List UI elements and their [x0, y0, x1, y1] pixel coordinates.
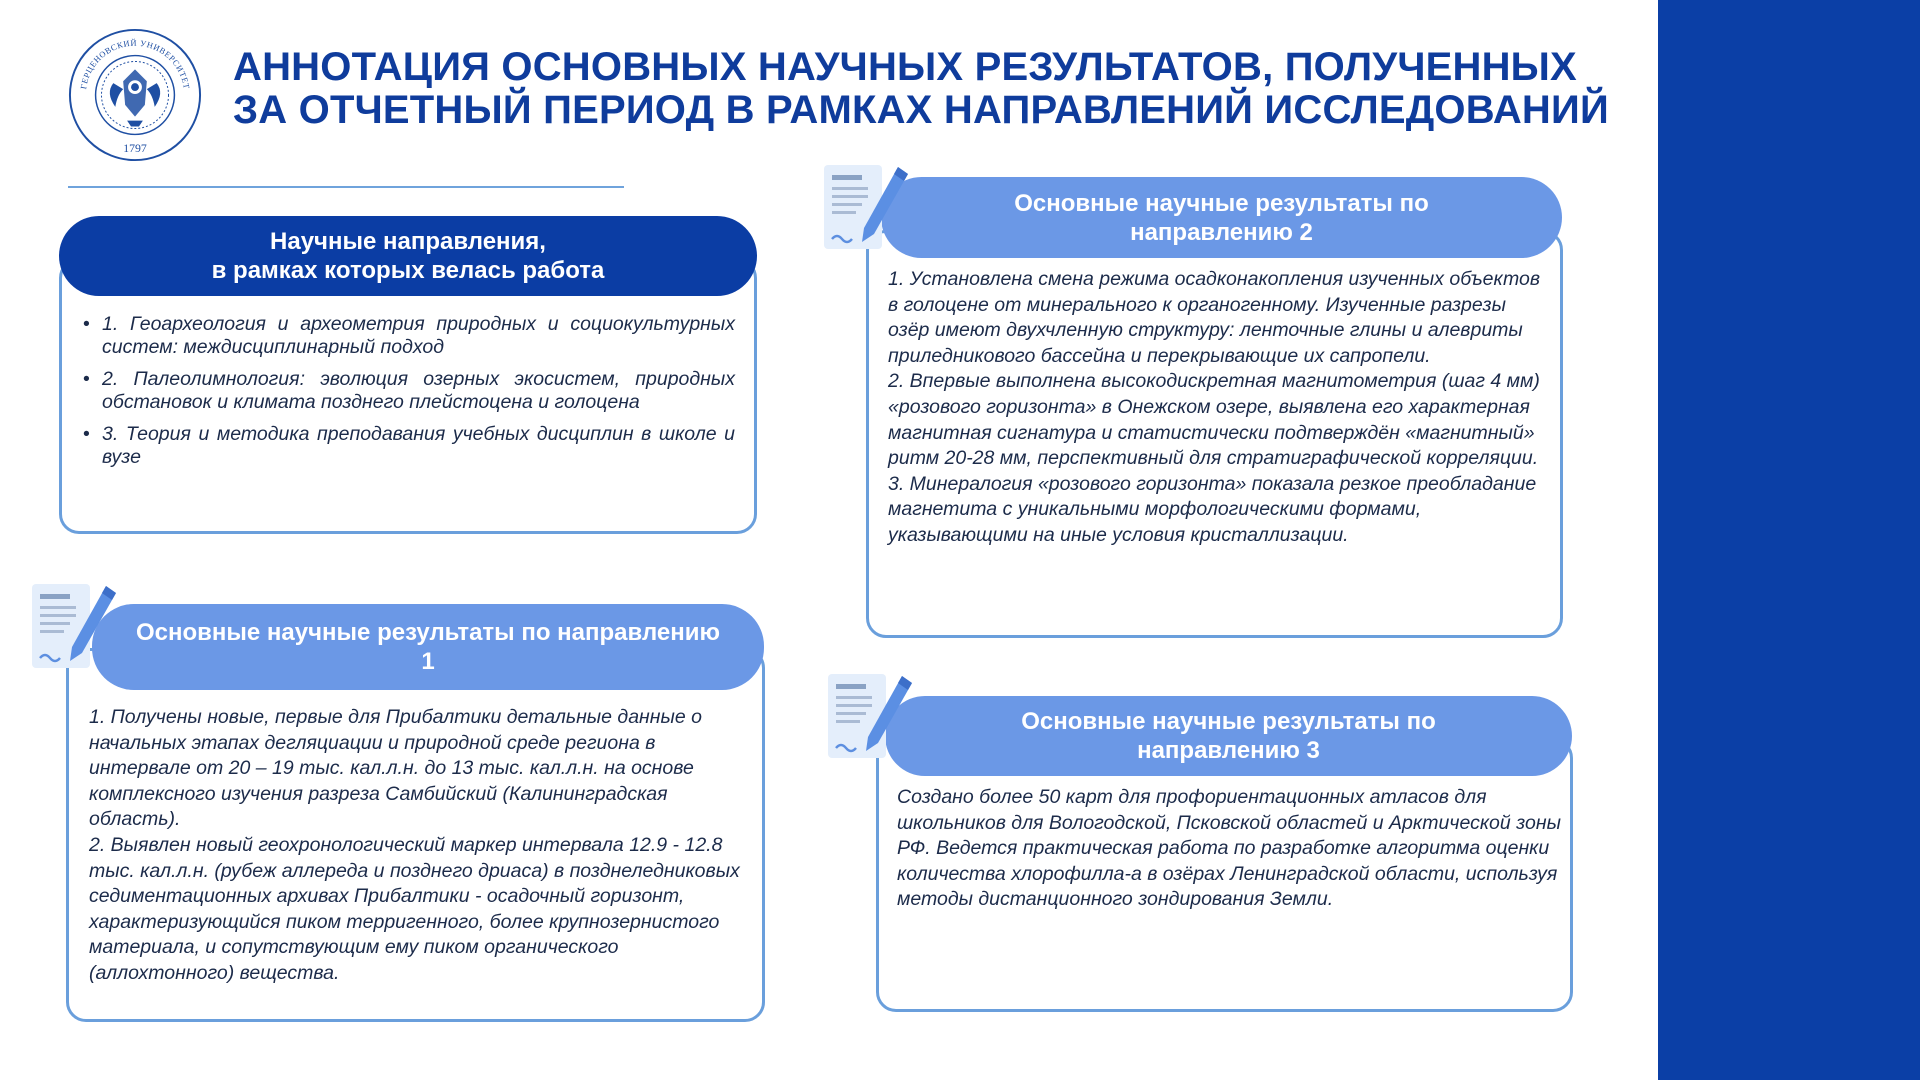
- result2-paragraph: 3. Минералогия «розового горизонта» показала резкое преобладание магнетита с уникальными морфологическими формами, указывающими на иные условия кристаллизации.: [888, 472, 1537, 546]
- document-pen-icon: [824, 672, 916, 764]
- result2-header-line2: направлению 2: [1130, 218, 1313, 246]
- result2-text: [888, 267, 1550, 549]
- result2-panel: [866, 230, 1563, 638]
- result1-text: [89, 705, 749, 987]
- result2-header-line1: Основные научные результаты по: [1014, 189, 1429, 217]
- document-pen-icon: [28, 582, 120, 674]
- page-title-line2: ЗА ОТЧЕТНЫЙ ПЕРИОД В РАМКАХ НАПРАВЛЕНИЙ ИССЛЕДОВАНИЙ: [233, 88, 1609, 132]
- title-divider: [68, 186, 624, 188]
- directions-panel: [59, 258, 757, 534]
- seal-year: 1797: [123, 141, 147, 156]
- result1-panel: [66, 648, 765, 1022]
- result1-paragraph: 1. Получены новые, первые для Прибалтики детальные данные о начальных этапах дегляциации и природной среде региона в интервале от 20 – 19 тыс. кал.л.н. до 13 тыс. кал.л.н. на основе комплексного изучения разреза Самбийский (Калининградская область).: [89, 706, 702, 831]
- result2-paragraph: 2. Впервые выполнена высокодискретная магнитометрия (шаг 4 мм) «розового горизонта» в Онежском озере, выявлена его характерная магнитная сигнатура и статистически подтверждён «магнитный» ритм 20-28 мм, перспективный для стратиграфической корреляции.: [888, 370, 1540, 470]
- result1-header: [92, 604, 764, 690]
- directions-list: [81, 313, 735, 469]
- decorative-side-band: [1658, 0, 1920, 1080]
- result3-panel: [876, 738, 1573, 1012]
- result2-header: [881, 177, 1562, 258]
- result3-header-line1: Основные научные результаты по: [1021, 708, 1436, 735]
- result3-text: [897, 785, 1561, 913]
- seal-caption: ГЕРЦЕНОВСКИЙ УНИВЕРСИТЕТ: [79, 38, 191, 90]
- result3-header: [885, 696, 1572, 776]
- result3-header-line2: направлению 3: [1137, 737, 1320, 764]
- directions-header: [59, 216, 757, 296]
- result3-paragraph: Создано более 50 карт для профориентационных атласов для школьников для Вологодской, Псковской областей и Арктической зоны РФ. Ведется практическая работа по разработке алгоритма оценки количества хлорофилла-а в озёрах Ленинградской области, используя методы дистанционного зондирования Земли.: [897, 786, 1561, 911]
- result1-header-line1: Основные научные результаты по направлению: [136, 619, 720, 646]
- university-seal-logo: [66, 26, 204, 164]
- direction-item: • 3. Теория и методика преподавания учебных дисциплин в школе и вузе: [81, 423, 735, 469]
- result1-header-line2: 1: [421, 648, 435, 675]
- directions-header-line2: в рамках которых велась работа: [211, 257, 605, 284]
- result2-paragraph: 1. Установлена смена режима осадконакопления изученных объектов в голоцене от минерального к органогенному. Изученные разрезы озёр имеют двухчленную структуру: ленточные глины и алевриты приледникового бассейна и перекрывающие их сапропели.: [888, 268, 1541, 367]
- page-title: [233, 46, 1653, 132]
- page-title-line1: АННОТАЦИЯ ОСНОВНЫХ НАУЧНЫХ РЕЗУЛЬТАТОВ, ПОЛУЧЕННЫХ: [233, 45, 1577, 89]
- result1-paragraph: 2. Выявлен новый геохронологический маркер интервала 12.9 - 12.8 тыс. кал.л.н. (рубеж аллереда и позднего дриаса) в позднеледниковых седиментационных архивах Прибалтики - осадочный горизонт, характеризующийся пиком терригенного, более крупнозернистого материала, и сопутствующим ему пиком органического (аллохтонного) вещества.: [89, 833, 740, 984]
- directions-header-line1: Научные направления,: [270, 228, 546, 255]
- direction-item: • 2. Палеолимнология: эволюция озерных экосистем, природных обстановок и климата позднего плейстоцена и голоцена: [81, 368, 735, 414]
- direction-item: • 1. Геоархеология и археометрия природных и социокультурных систем: междисциплинарный подход: [81, 313, 735, 359]
- document-pen-icon: [820, 163, 912, 255]
